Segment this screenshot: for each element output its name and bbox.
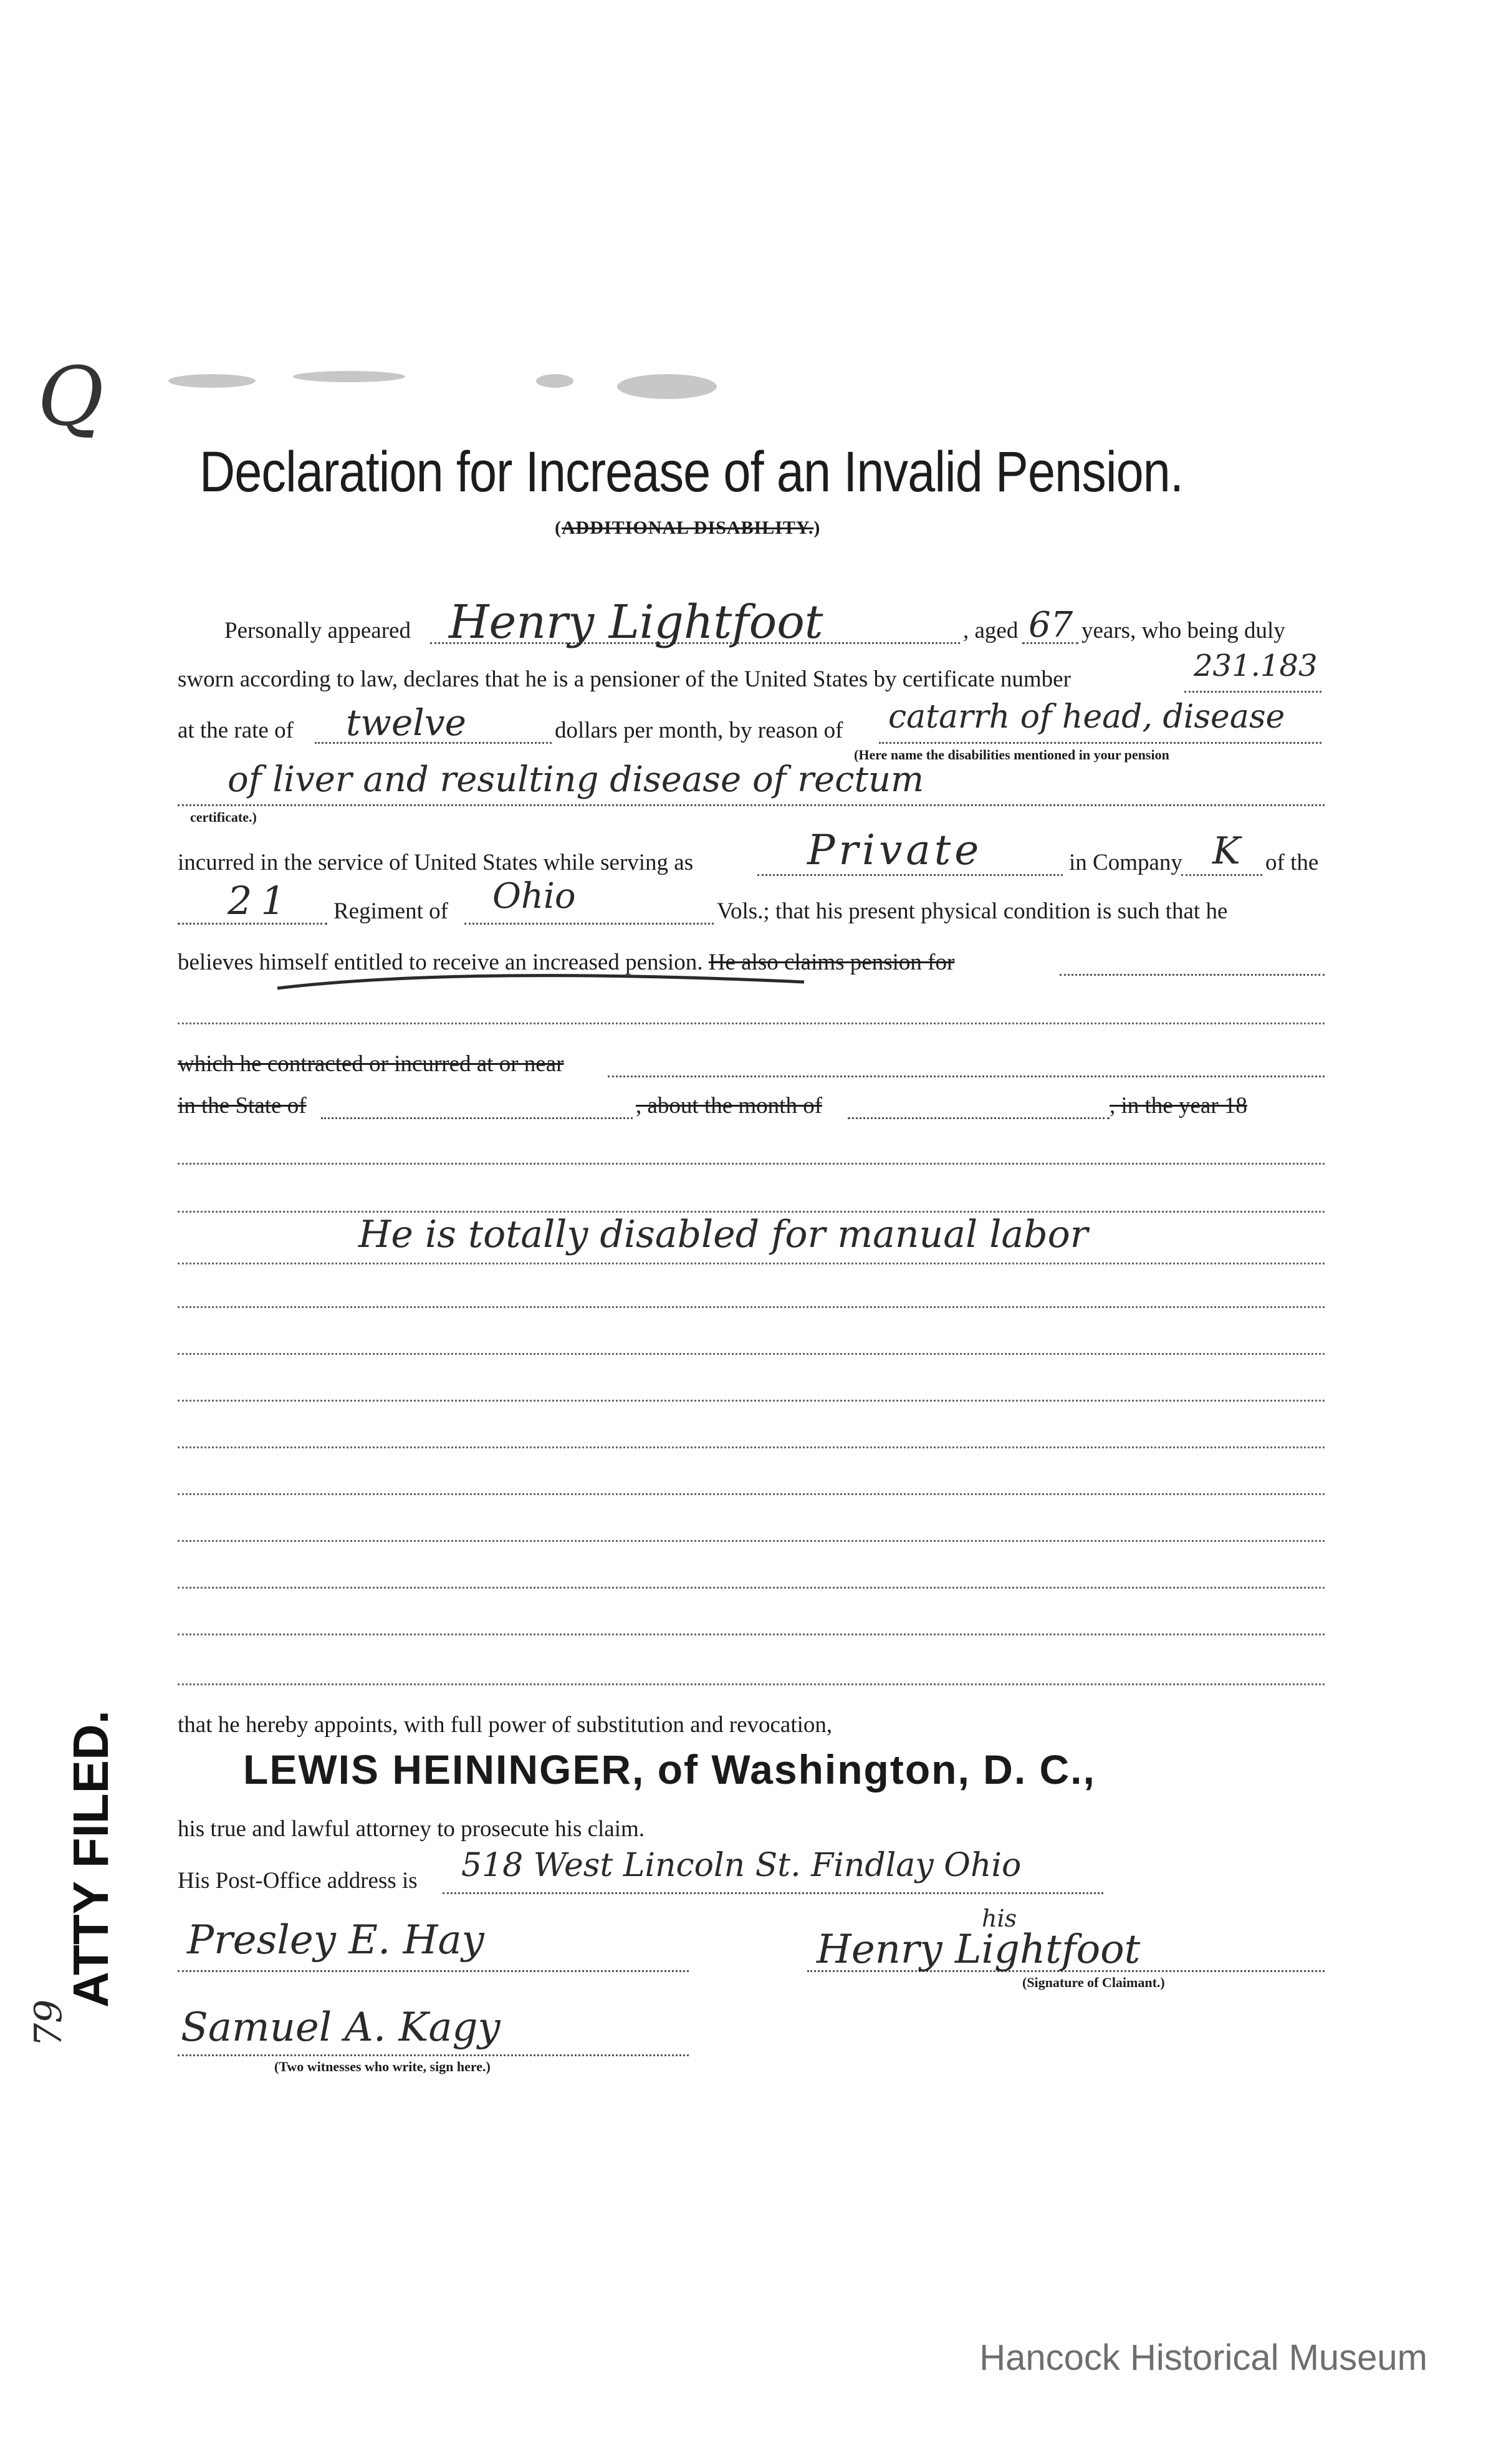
- disability-field-line-2: [178, 804, 1325, 806]
- margin-handwritten-mark: Q: [37, 349, 104, 444]
- witness-2-signature: Samuel A. Kagy: [181, 2004, 501, 2051]
- rank-field-line: [757, 874, 1063, 876]
- witness-1-line: [178, 1970, 689, 1972]
- month-field-line: [848, 1117, 1110, 1119]
- blank-line-12: [178, 1634, 1325, 1635]
- blank-line-1: [178, 1023, 1325, 1024]
- line2-label: sworn according to law, declares that he is a pensioner of the United States by certificate number: [178, 667, 1071, 692]
- blank-line-2: [178, 1163, 1325, 1165]
- blank-line-5: [178, 1306, 1325, 1308]
- stamp-side-marks: 79: [27, 1999, 71, 2048]
- company: K: [1212, 829, 1240, 873]
- line3-label-b: dollars per month, by reason of: [555, 718, 843, 743]
- claimant-name: Henry Lightfoot: [449, 595, 823, 649]
- line9-struck-text: which he contracted or incurred at or near: [178, 1051, 564, 1077]
- blank-line-6: [178, 1353, 1325, 1355]
- certificate-field-line: [1184, 691, 1321, 693]
- claimant-age: 67: [1028, 605, 1073, 645]
- subtitle-close: ): [813, 517, 821, 538]
- regiment-number: 21: [228, 878, 294, 923]
- disability-statement: He is totally disabled for manual labor: [358, 1213, 1088, 1256]
- blank-line-13: [178, 1683, 1325, 1685]
- company-field-line: [1181, 874, 1262, 876]
- atty-filed-stamp-text: ATTY FILED.: [63, 1710, 118, 2008]
- blank-line-11: [178, 1587, 1325, 1589]
- underline-stroke: [274, 960, 810, 998]
- line1-label-c: years, who being duly: [1081, 618, 1285, 643]
- blank-line-10: [178, 1540, 1325, 1542]
- line10-struck-c: , in the year 18: [1110, 1093, 1247, 1119]
- appoint-line: that he hereby appoints, with full power of substitution and revocation,: [178, 1712, 833, 1738]
- certificate-note: certificate.): [190, 809, 257, 825]
- witness-note: (Two witnesses who write, sign here.): [274, 2059, 491, 2074]
- attorney-name: LEWIS HEININGER, of Washington, D. C.,: [243, 1746, 1096, 1793]
- blank-line-8: [178, 1446, 1325, 1448]
- line9-field-line: [608, 1076, 1325, 1077]
- his-mark-label: his: [982, 1905, 1017, 1932]
- blank-line-9: [178, 1493, 1325, 1495]
- smudge-top-3: [536, 374, 573, 388]
- line5-label-b: in Company: [1069, 850, 1182, 875]
- certificate-number: 231.183: [1194, 648, 1318, 683]
- witness-2-line: [178, 2054, 689, 2056]
- line1-label-a: Personally appeared: [224, 618, 411, 643]
- disability-note: (Here name the disabilities mentioned in your pension: [854, 747, 1169, 763]
- rank: Private: [807, 826, 983, 874]
- disability-field-line: [879, 742, 1321, 744]
- line5-label-c: of the: [1265, 850, 1319, 875]
- state-of-field-line: [321, 1117, 633, 1119]
- subtitle-struck: ADDITIONAL DISABILITY.: [562, 517, 814, 538]
- atty-filed-stamp: [62, 1696, 131, 2008]
- pension-rate: twelve: [346, 701, 466, 744]
- line10-struck-b: , about the month of: [636, 1093, 823, 1119]
- line3-label-a: at the rate of: [178, 718, 294, 743]
- smudge-top-1: [168, 374, 256, 388]
- line6-label-a: Regiment of: [333, 898, 448, 924]
- regiment-state: Ohio: [492, 876, 576, 917]
- line5-label-a: incurred in the service of United States while serving as: [178, 850, 694, 875]
- line6-label-b: Vols.; that his present physical condition is such that he: [717, 898, 1228, 924]
- witness-1-signature: Presley E. Hay: [187, 1917, 484, 1963]
- blank-line-4: [178, 1263, 1325, 1264]
- postoffice-field-line: [443, 1892, 1103, 1894]
- line7-field-line: [1060, 974, 1325, 976]
- line7-text: believes himself entitled to receive an increased pension.: [178, 950, 703, 975]
- smudge-top-2: [293, 371, 405, 382]
- smudge-top-4: [617, 374, 717, 399]
- line1-label-b: , aged: [963, 618, 1019, 643]
- line7-struck-text: He also claims pension for: [708, 950, 955, 975]
- form-title: Declaration for Increase of an Invalid Pension.: [199, 440, 1184, 504]
- subtitle-open: (: [555, 517, 562, 538]
- disability-line-2: of liver and resulting disease of rectum: [228, 759, 924, 800]
- line10-struck-a: in the State of: [178, 1093, 307, 1119]
- state-field-line: [464, 923, 714, 925]
- blank-line-7: [178, 1400, 1325, 1402]
- disability-line-1: catarrh of head, disease: [888, 698, 1285, 736]
- postoffice-address: 518 West Lincoln St. Findlay Ohio: [461, 1847, 1022, 1884]
- claimant-signature: Henry Lightfoot: [817, 1927, 1141, 1973]
- postoffice-label: His Post-Office address is: [178, 1868, 418, 1894]
- signature-note: (Signature of Claimant.): [1022, 1975, 1165, 1990]
- museum-watermark: Hancock Historical Museum: [979, 2337, 1427, 2378]
- claim-line: his true and lawful attorney to prosecute his claim.: [178, 1816, 645, 1842]
- form-subtitle: [555, 517, 820, 539]
